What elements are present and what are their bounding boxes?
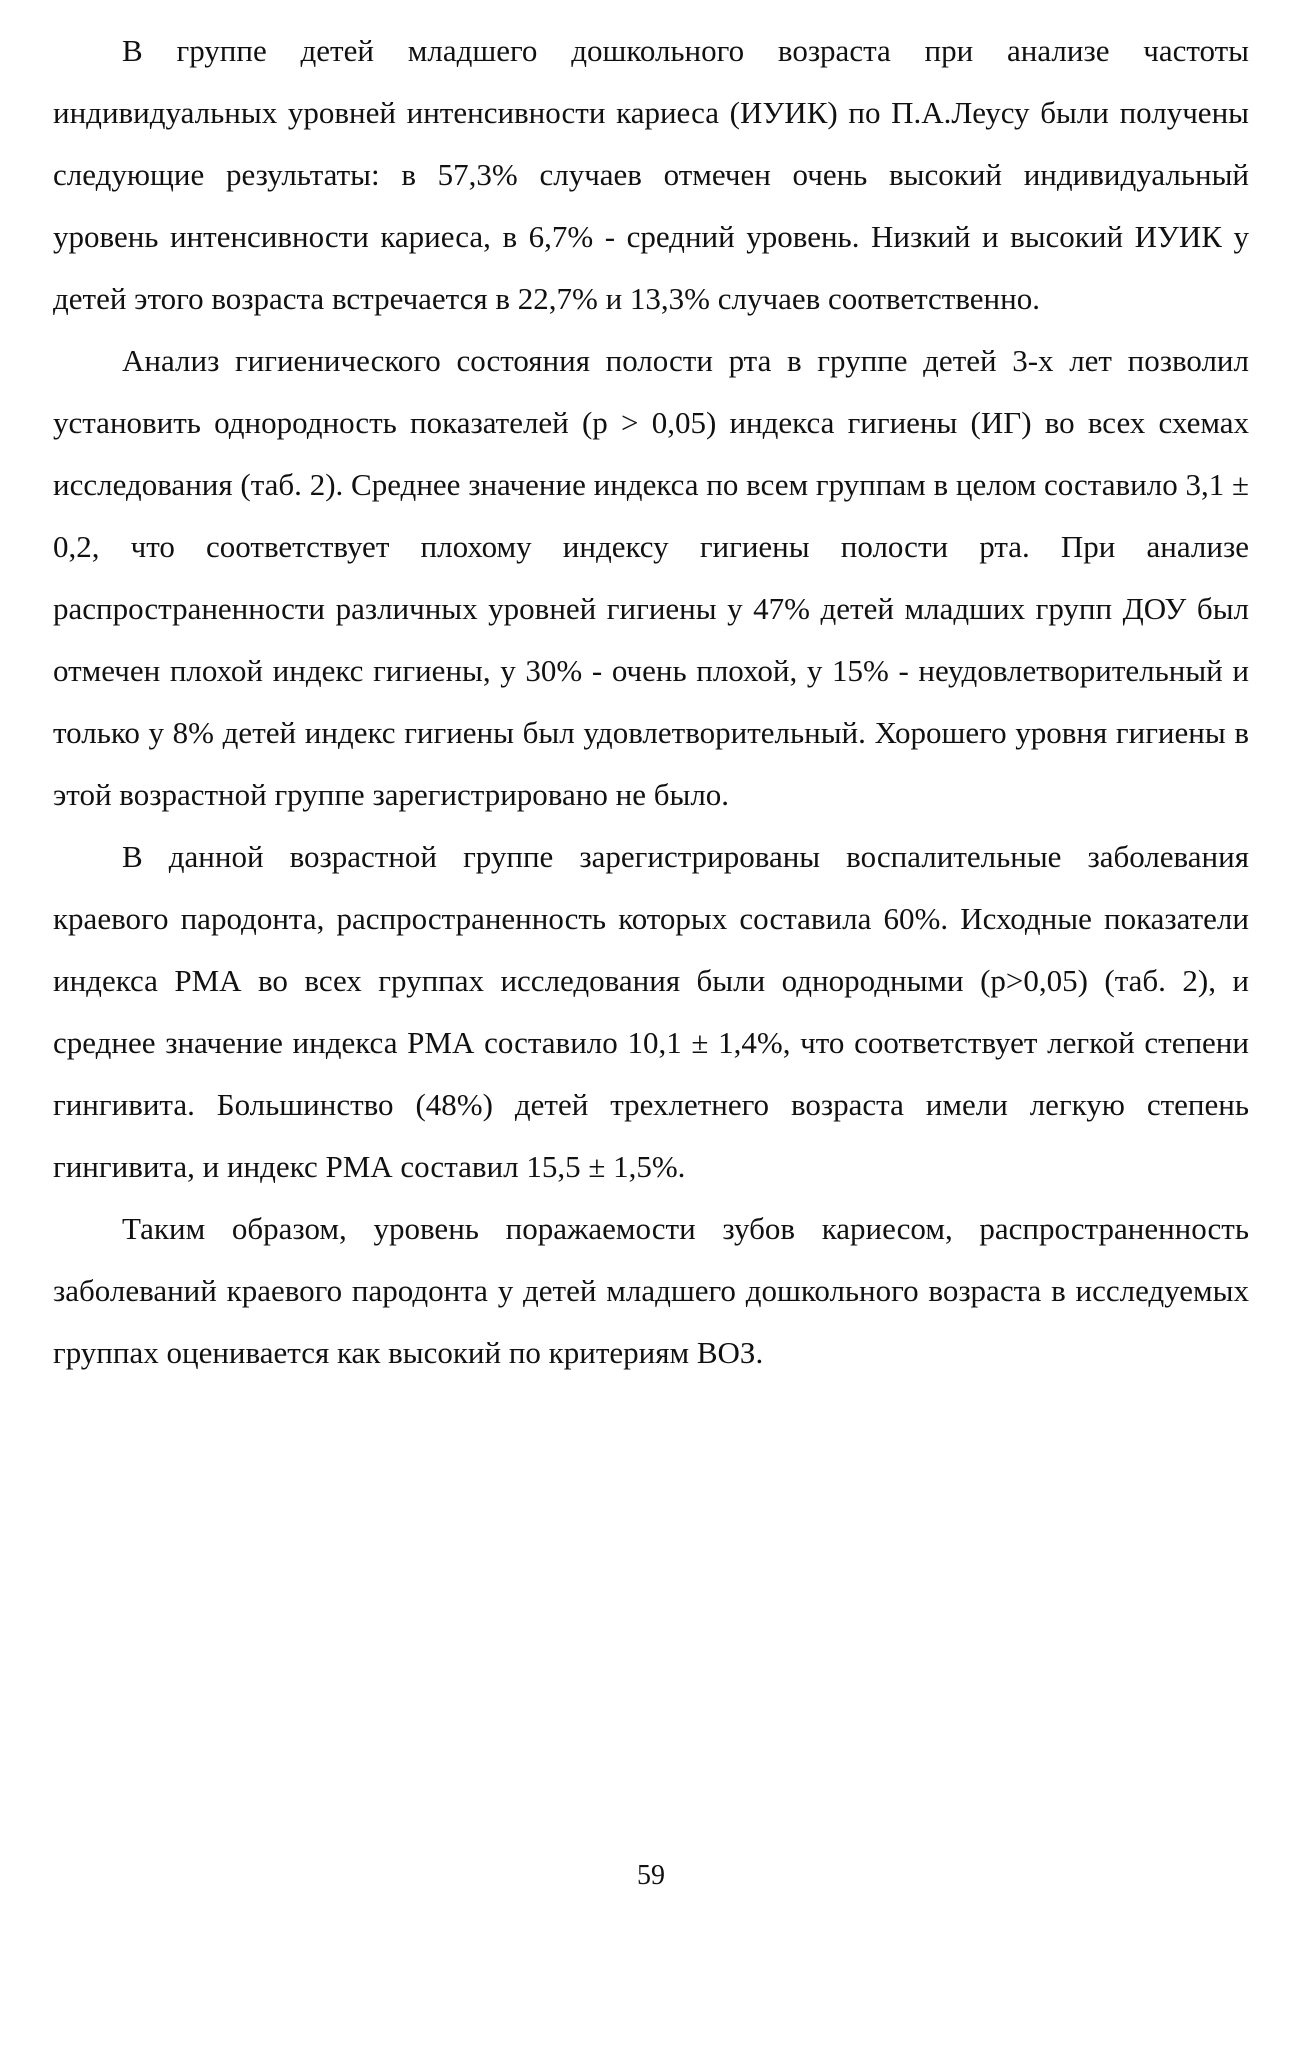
page-number: 59	[637, 1860, 665, 1891]
body-text	[53, 20, 1249, 1384]
paragraph-periodontal-disease: В данной возрастной группе зарегистрированы воспалительные заболевания краевого пародонта, распространенность которых составила 60%. Исходные показатели индекса РМА во всех группах исследования были однородными (p>0,05) (таб. 2), и среднее значение индекса РМА составило 10,1 ± 1,4%, что соответствует легкой степени гингивита. Большинство (48%) детей трехлетнего возраста имели легкую степень гингивита, и индекс РМА составил 15,5 ± 1,5%.	[53, 839, 1249, 1184]
paragraph-caries-intensity: В группе детей младшего дошкольного возраста при анализе частоты индивидуальных уровней интенсивности кариеса (ИУИК) по П.А.Леусу были получены следующие результаты: в 57,3% случаев отмечен очень высокий индивидуальный уровень интенсивности кариеса, в 6,7% - средний уровень. Низкий и высокий ИУИК у детей этого возраста встречается в 22,7% и 13,3% случаев соответственно.	[53, 33, 1249, 316]
paragraph-conclusion: Таким образом, уровень поражаемости зубов кариесом, распространенность заболеваний краевого пародонта у детей младшего дошкольного возраста в исследуемых группах оценивается как высокий по критериям ВОЗ.	[53, 1211, 1249, 1370]
paragraph-oral-hygiene: Анализ гигиенического состояния полости рта в группе детей 3-х лет позволил установить однородность показателей (p > 0,05) индекса гигиены (ИГ) во всех схемах исследования (таб. 2). Среднее значение индекса по всем группам в целом составило 3,1 ± 0,2, что соответствует плохому индексу гигиены полости рта. При анализе распространенности различных уровней гигиены у 47% детей младших групп ДОУ был отмечен плохой индекс гигиены, у 30% - очень плохой, у 15% - неудовлетворительный и только у 8% детей индекс гигиены был удовлетворительный. Хорошего уровня гигиены в этой возрастной группе зарегистрировано не было.	[53, 343, 1249, 812]
